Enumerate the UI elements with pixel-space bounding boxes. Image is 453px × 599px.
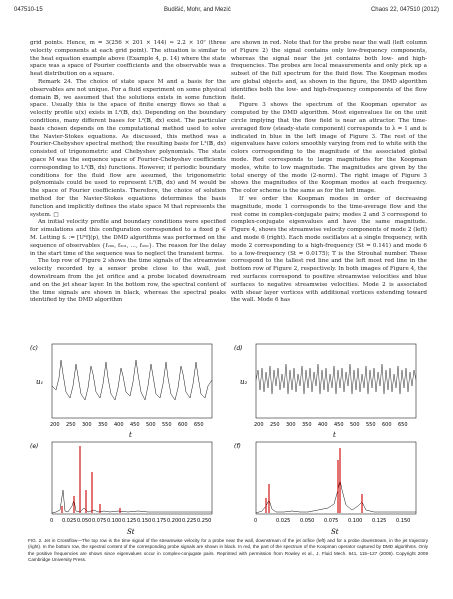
tick: 500 (146, 422, 156, 428)
tick: 350 (98, 422, 108, 428)
panel-c-frame (52, 344, 212, 418)
paragraph: If we order the Koopman modes in order of decreasing magnitude, mode 1 corresponds to the time-average flow and the rest come in complex-conjugate pairs; modes 2 and 3 correspond to complex-conjugate eigenvalues and have the same magnitude. Figure 4, shows the streamwise velocity components of mode 2 (left) and mode 6 (right). Each mode oscillates at a single frequency, with mode 2 corresponding to a high-frequency (St = 0.141) and mode 6 to a low-frequency (St = 0.0175); T is the Strouhal number. These correspond to the tallest red line and the left most red line in the bottom row of Figure 2, respectively. In both images of Figure 4, the red surfaces correspond to positive streamwise velocities and blue surfaces to negative streamwise velocities. Mode 2 is associated with shear layer vortices with additional vortices extending toward the wall. Mode 6 has (231, 195, 427, 304)
paragraph: An initial velocity profile and boundary conditions were specified for simulations and this configuration corresponded to a fixed p ∈ M. Letting fₖ := [Uᵏf](p), the DMD algorithms was performed on the sequence of observables {f₂₀₀, f₂₀₁, ..., f₃₅₀}. The reason for the delay in the start time of the sequence was to neglect the transient terms. (30, 219, 226, 257)
tick: 450 (130, 422, 140, 428)
tick: 0.100 (348, 518, 363, 524)
figure-caption: FIG. 2. Jet in Crossflow—The top row is the time signal of the streamwise velocity for a probe near the wall, downstream of the jet orifice (left) and for a probe downstream, in the jet trajectory (right). In the bottom row, the spectral content of the corresponding probe signals are shown in black. In red, the part of the spectrum of the Koopman operator captured by DMD algorithms. Only the positive frequencies are shown since eigenvalues occur in complex-conjugate pairs. Reprinted with permission from Rowley et al., J. Fluid Mech. 641, 115–127 (2009). Copyright 2009 Cambridge University Press. (28, 538, 428, 562)
panel-f-frame (256, 442, 416, 514)
paragraph-remark-24: Remark 24. The choice of state space M and a basis for the observables are not unique. For a fluid experiment on some physical domain 𝔹, we assumed that the solutions exists in some function space. Usually this is the space of finite energy flows so that a velocity profile u(x) exists in L²(𝔹, dx). Depending on the boundary conditions, many different bases for L²(𝔹, dx) exist. The particular basis chosen depends on the computational method used to solve the Navier-Stokes equations. As discussed, this method was a Fourier-Chebyshev spectral method; the resulting basis for L²(𝔹, dx) consisted of trigonometric and Chebyshev polynomials. The state space M was the sequence space of Fourier-Chebyshev coefficients corresponding to L²(𝔹, dx) functions. However, if periodic boundary conditions for the fluid flow are assumed, the trigonometric polynomials could be used to represent L²(𝔹, dx) and M would be the space of Fourier coefficients. Therefore, the choice of solution method for the Navier-Stokes equations determines the basis function and implicitly defines the state space M that represents the system. □ (30, 78, 226, 218)
panel-d-frame (256, 344, 416, 418)
panel-d-signal (256, 364, 416, 394)
tick: 400 (318, 422, 328, 428)
tick: 0.150 (137, 518, 152, 524)
tick: 600 (178, 422, 188, 428)
tick: 0.150 (396, 518, 411, 524)
panel-c-ylabel: u₁ (36, 378, 44, 386)
header-authors: Budišić, Mohr, and Mezić (164, 7, 231, 13)
tick: 400 (114, 422, 124, 428)
tick: 0.175 (152, 518, 167, 524)
header-page-id: 047510-15 (14, 7, 43, 13)
tick: 450 (334, 422, 344, 428)
right-text-column (231, 40, 427, 305)
tick: 0.250 (197, 518, 212, 524)
tick: 650 (398, 422, 408, 428)
panel-label-d: (d) (234, 345, 243, 352)
panel-e-dmd-peaks (62, 446, 120, 513)
tick: 200 (50, 422, 60, 428)
tick: 550 (162, 422, 172, 428)
panel-c-xlabel: t (129, 431, 132, 439)
tick: 0.200 (167, 518, 182, 524)
running-header (14, 7, 439, 17)
tick: 0.075 (324, 518, 339, 524)
figure-2 (28, 340, 428, 536)
tick: 0.050 (77, 518, 92, 524)
tick: 0.225 (182, 518, 197, 524)
freq-axis-ticks-e (50, 518, 211, 524)
figure-2-plots (28, 340, 428, 536)
tick: 0 (50, 518, 54, 524)
tick: 550 (366, 422, 376, 428)
panel-label-c: (c) (30, 345, 38, 352)
tick: 650 (194, 422, 204, 428)
panel-e-spectrum (52, 490, 212, 513)
tick: 250 (66, 422, 76, 428)
tick: 300 (82, 422, 92, 428)
time-axis-ticks-d (254, 422, 408, 428)
panel-label-e: (e) (30, 443, 39, 450)
time-axis-ticks-c (50, 422, 204, 428)
tick: 500 (350, 422, 360, 428)
paragraph: Figure 3 shows the spectrum of the Koopman operator as computed by the DMD algorithm. Most eigenvalues lie on the unit circle implying that the flow field is near an attractor. The time-averaged flow (steady-state component) corresponds to λ = 1 and is indicated in blue in the left image of Figure 3. The rest of the eigenvalues have colors smoothly varying from red to white with the colors corresponding to the magnitude of the associated global mode. Red corresponds to large magnitudes for the Koopman modes, white to low magnitude. The magnitudes are given by the total energy of the mode (2-norm). The right image of Figure 3 shows the magnitudes of the Koopman modes at each frequency. The color scheme is the same as for the left image. (231, 102, 427, 195)
freq-axis-ticks-f (254, 518, 410, 524)
tick: 0.100 (107, 518, 122, 524)
tick: 600 (382, 422, 392, 428)
tick: 0.050 (300, 518, 315, 524)
paragraph: The top row of Figure 2 shows the time signals of the streamwise velocity recorded by a sensor probe close to the wall, just downstream from the jet orifice and a probe located downstream and on the jet shear layer. In the bottom row, the spectral content of the time signals are shown in black, whereas the spectral peaks identified by the DMD algorithm (30, 258, 226, 304)
tick: 0 (254, 518, 258, 524)
panel-e-frame (52, 442, 212, 514)
left-text-column (30, 40, 226, 305)
panel-f-dmd-peaks (266, 448, 362, 513)
tick: 250 (270, 422, 280, 428)
tick: 0.025 (276, 518, 291, 524)
tick: 0.125 (122, 518, 137, 524)
tick: 0.025 (62, 518, 77, 524)
panel-f-spectrum (256, 480, 416, 513)
tick: 200 (254, 422, 264, 428)
paragraph: are shown in red. Note that for the probe near the wall (left column of Figure 2) the signal contains only low-frequency components, whereas the signal near the jet contains both low- and high-frequencies. The probes are local measurements and only pick up a subset of the full spectrum for the fluid flow. The Koopman modes are global objects and, as shown in the figure, the DMD algorithm identifies both the low- and high-frequency components of the flow field. (231, 40, 427, 101)
tick: 0.125 (372, 518, 387, 524)
panel-c-signal (52, 360, 212, 400)
tick: 300 (286, 422, 296, 428)
panel-e-xlabel: St (127, 528, 135, 536)
header-journal: Chaos 22, 047510 (2012) (370, 7, 439, 13)
panel-label-f: (f) (234, 443, 241, 450)
panel-f-xlabel: St (331, 528, 339, 536)
panel-d-ylabel: u₂ (240, 378, 248, 386)
tick: 0.075 (92, 518, 107, 524)
panel-d-xlabel: t (333, 431, 336, 439)
paragraph: grid points. Hence, m = 3(256 × 201 × 144) ≈ 2.2 × 10⁷ (three velocity components at each grid point). The situation is similar to the heat equation example above (Example 4, p. 14) where the state space was a space of Fourier coefficients and the observable was a heat distribution on a square. (30, 40, 226, 78)
tick: 350 (302, 422, 312, 428)
